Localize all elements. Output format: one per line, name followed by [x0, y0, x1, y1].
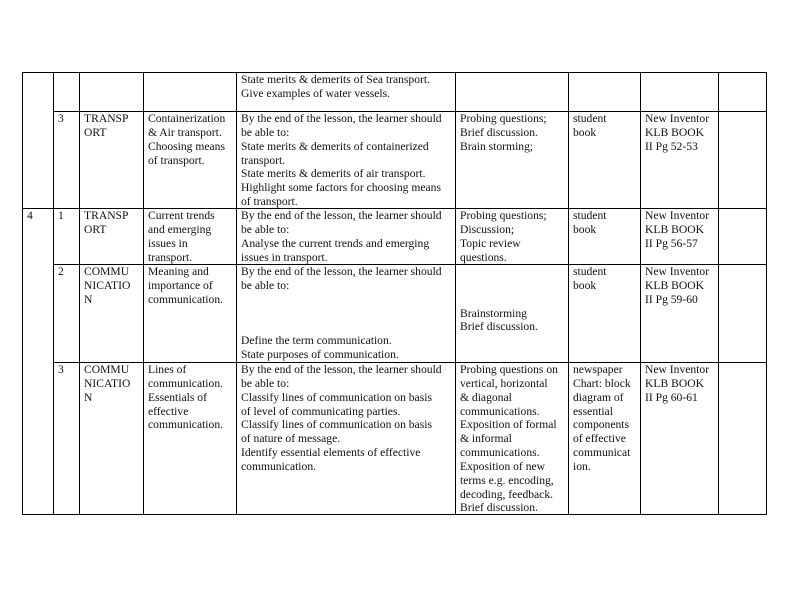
resources-line: student: [573, 265, 607, 278]
cell-topic: [84, 112, 128, 140]
cell-objectives: [241, 363, 442, 474]
objectives-line: Highlight some factors for choosing means: [241, 181, 441, 195]
cell-references: [645, 363, 709, 405]
activities-line: Probing questions;: [460, 112, 547, 125]
cell-activities: [460, 209, 547, 264]
objectives-line: Give examples of water vessels.: [241, 86, 391, 100]
objectives-line: Classify lines of communication on basis: [241, 390, 432, 404]
subtopic-line: Meaning and: [148, 265, 209, 278]
activities-line: Brief discussion.: [460, 501, 538, 515]
objectives-line: State merits & demerits of containerized: [241, 139, 429, 153]
references-line: KLB BOOK: [645, 376, 704, 390]
objectives-line: of level of communicating parties.: [241, 404, 401, 418]
objectives-line: [241, 307, 442, 321]
resources-line: essential: [573, 404, 613, 418]
cell-week: 4: [27, 209, 33, 222]
objectives-line: issues in transport.: [241, 250, 328, 264]
activities-line: Brief discussion.: [460, 125, 538, 139]
column-divider: [455, 72, 456, 515]
activities-line: Probing questions on: [460, 363, 558, 376]
subtopic-line: effective: [148, 404, 189, 418]
activities-line: & diagonal: [460, 390, 512, 404]
topic-line: N: [84, 390, 93, 404]
subtopic-line: Containerization: [148, 112, 226, 125]
cell-topic: [84, 265, 130, 307]
subtopic-line: Lines of: [148, 363, 187, 376]
resources-line: components: [573, 418, 630, 432]
topic-line: N: [84, 292, 93, 306]
cell-resources: [573, 112, 607, 140]
cell-objectives: [241, 209, 442, 264]
subtopic-line: Current trends: [148, 209, 215, 222]
activities-line: & informal: [460, 432, 512, 446]
references-line: KLB BOOK: [645, 222, 704, 236]
references-line: New Inventor: [645, 265, 710, 278]
column-divider: [53, 72, 54, 515]
subtopic-line: Choosing means: [148, 139, 225, 153]
activities-line: Brain storming;: [460, 139, 534, 153]
cell-subtopic: [148, 209, 215, 264]
topic-line: COMMU: [84, 265, 130, 278]
resources-line: newspaper: [573, 363, 623, 376]
references-line: New Inventor: [645, 363, 710, 376]
cell-subtopic: [148, 363, 223, 432]
column-divider: [143, 72, 144, 515]
column-divider: [236, 72, 237, 515]
objectives-line: State purposes of communication.: [241, 348, 399, 362]
subtopic-line: communication.: [148, 292, 224, 306]
references-line: II Pg 56-57: [645, 236, 698, 250]
subtopic-line: & Air transport.: [148, 125, 222, 139]
activities-line: vertical, horizontal: [460, 376, 548, 390]
activities-line: Probing questions;: [460, 209, 547, 222]
activities-line: Discussion;: [460, 222, 515, 236]
cell-activities: [460, 363, 558, 515]
subtopic-line: communication.: [148, 418, 224, 432]
subtopic-line: of transport.: [148, 153, 205, 167]
column-divider: [718, 72, 719, 515]
objectives-line: By the end of the lesson, the learner should: [241, 363, 442, 376]
objectives-line: State merits & demerits of air transport.: [241, 167, 426, 181]
objectives-line: be able to:: [241, 278, 290, 292]
topic-line: ORT: [84, 222, 107, 236]
column-divider: [766, 72, 767, 515]
activities-line: [460, 265, 538, 279]
references-line: KLB BOOK: [645, 278, 704, 292]
subtopic-line: and emerging: [148, 222, 212, 236]
objectives-line: By the end of the lesson, the learner should: [241, 265, 442, 278]
cell-activities: [460, 112, 547, 154]
cell-lesson: 1: [58, 209, 64, 222]
objectives-line: By the end of the lesson, the learner should: [241, 209, 442, 222]
resources-line: of effective: [573, 432, 626, 446]
activities-line: communications.: [460, 404, 540, 418]
cell-resources: [573, 265, 607, 293]
activities-line: decoding, feedback.: [460, 487, 554, 501]
cell-lesson: 2: [58, 265, 64, 278]
cell-lesson: 3: [58, 112, 64, 125]
resources-line: book: [573, 125, 597, 139]
objectives-line: be able to:: [241, 376, 290, 390]
objectives-line: By the end of the lesson, the learner should: [241, 112, 442, 125]
objectives-line: of nature of message.: [241, 432, 341, 446]
activities-line: terms e.g. encoding,: [460, 473, 554, 487]
topic-line: NICATIO: [84, 278, 131, 292]
objectives-line: [241, 293, 442, 307]
subtopic-line: transport.: [148, 250, 193, 264]
objectives-line: of transport.: [241, 195, 298, 209]
resources-line: communicat: [573, 446, 631, 460]
activities-line: questions.: [460, 250, 507, 264]
topic-line: ORT: [84, 125, 107, 139]
activities-line: communications.: [460, 446, 540, 460]
activities-line: [460, 293, 538, 307]
objectives-line: Analyse the current trends and emerging: [241, 236, 430, 250]
cell-subtopic: [148, 265, 223, 307]
column-divider: [79, 72, 80, 515]
cell-objectives: [241, 73, 430, 101]
resources-line: diagram of: [573, 390, 624, 404]
objectives-line: Define the term communication.: [241, 334, 392, 348]
cell-references: [645, 265, 709, 307]
objectives-line: State merits & demerits of Sea transport.: [241, 73, 430, 86]
cell-topic: [84, 363, 130, 405]
objectives-line: communication.: [241, 459, 317, 473]
references-line: New Inventor: [645, 112, 710, 125]
activities-line: Brainstorming: [460, 306, 527, 320]
activities-line: Topic review: [460, 236, 521, 250]
cell-resources: [573, 363, 631, 474]
objectives-line: be able to:: [241, 222, 290, 236]
resources-line: student: [573, 112, 607, 125]
references-line: II Pg 59-60: [645, 292, 698, 306]
resources-line: student: [573, 209, 607, 222]
objectives-line: Classify lines of communication on basis: [241, 418, 432, 432]
cell-topic: [84, 209, 128, 237]
topic-line: TRANSP: [84, 112, 129, 125]
subtopic-line: communication.: [148, 376, 224, 390]
subtopic-line: issues in: [148, 236, 188, 250]
objectives-line: Identify essential elements of effective: [241, 446, 421, 460]
references-line: II Pg 52-53: [645, 139, 698, 153]
objectives-line: [241, 320, 442, 334]
topic-line: COMMU: [84, 363, 130, 376]
topic-line: TRANSP: [84, 209, 129, 222]
resources-line: Chart: block: [573, 376, 631, 390]
activities-line: [460, 279, 538, 293]
references-line: New Inventor: [645, 209, 710, 222]
cell-objectives: [241, 265, 442, 362]
cell-subtopic: [148, 112, 225, 167]
topic-line: NICATIO: [84, 376, 131, 390]
resources-line: ion.: [573, 459, 591, 473]
objectives-line: transport.: [241, 153, 286, 167]
cell-activities: [460, 265, 538, 334]
column-divider: [568, 72, 569, 515]
cell-objectives: [241, 112, 442, 209]
references-line: II Pg 60-61: [645, 390, 698, 404]
references-line: KLB BOOK: [645, 125, 704, 139]
resources-line: book: [573, 222, 597, 236]
activities-line: Exposition of new: [460, 459, 546, 473]
column-divider: [640, 72, 641, 515]
cell-references: [645, 112, 709, 154]
subtopic-line: Essentials of: [148, 390, 207, 404]
cell-resources: [573, 209, 607, 237]
resources-line: book: [573, 278, 597, 292]
objectives-line: be able to:: [241, 125, 290, 139]
column-divider: [22, 72, 23, 515]
activities-line: Exposition of formal: [460, 418, 557, 432]
activities-line: Brief discussion.: [460, 320, 538, 334]
subtopic-line: importance of: [148, 278, 213, 292]
cell-references: [645, 209, 709, 251]
row-divider: [22, 514, 767, 515]
cell-lesson: 3: [58, 363, 64, 376]
